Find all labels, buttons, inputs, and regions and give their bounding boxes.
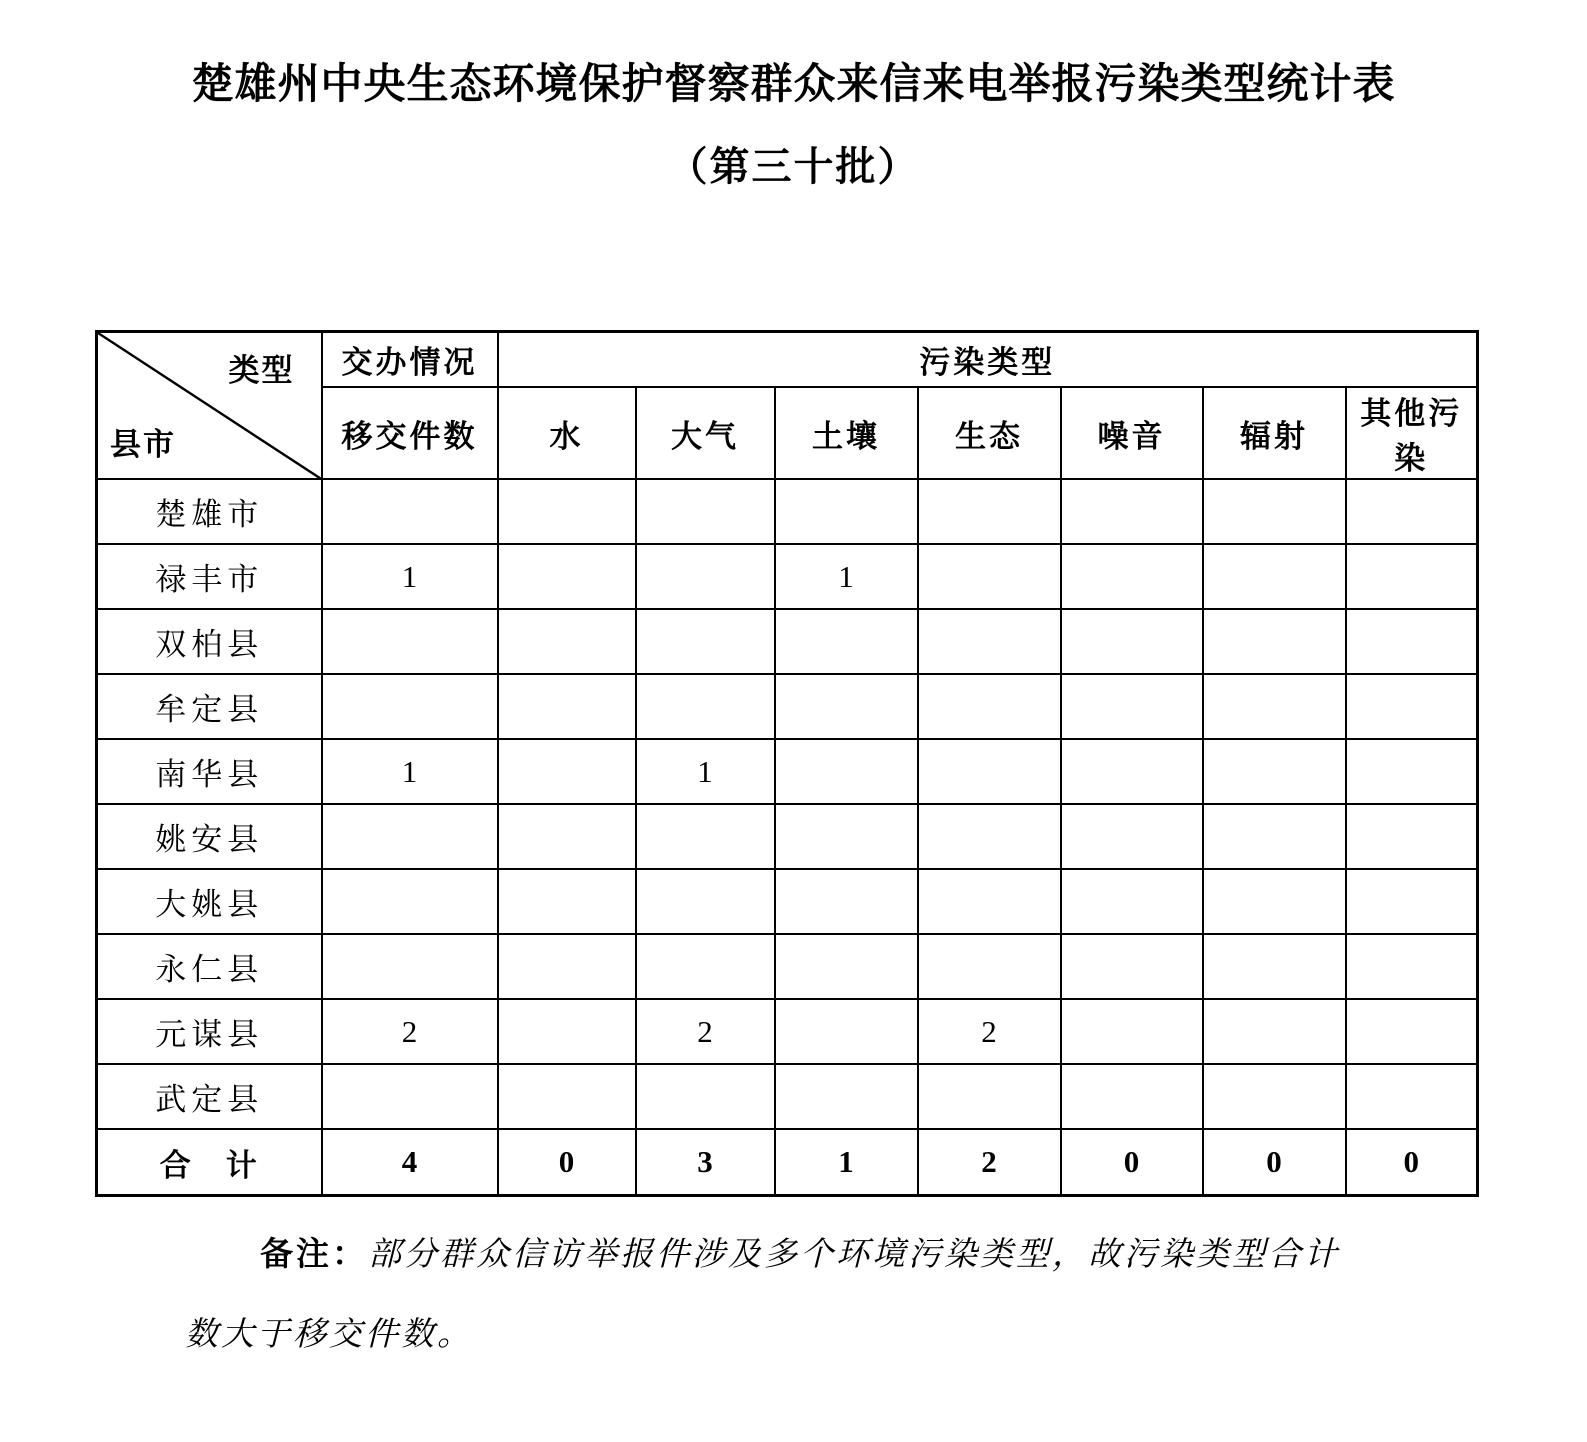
total-row — [97, 1129, 1478, 1195]
value-cell — [636, 804, 775, 869]
subheader-ecology: 生态 — [918, 387, 1061, 479]
value-cell — [1203, 739, 1346, 804]
value-cell — [775, 999, 918, 1064]
table-row — [97, 609, 1478, 674]
subheader-radiation: 辐射 — [1203, 387, 1346, 479]
value-cell — [498, 609, 636, 674]
county-cell: 大姚县 — [97, 869, 322, 934]
value-cell — [775, 1064, 918, 1129]
total-label-cell: 合 计 — [97, 1129, 322, 1195]
value-cell: 2 — [636, 999, 775, 1064]
value-cell — [498, 934, 636, 999]
value-cell — [918, 479, 1061, 544]
value-cell — [1203, 1064, 1346, 1129]
value-cell — [1203, 999, 1346, 1064]
value-cell — [1346, 1064, 1478, 1129]
value-cell — [1346, 739, 1478, 804]
value-cell — [498, 804, 636, 869]
county-cell: 楚雄市 — [97, 479, 322, 544]
value-cell — [498, 544, 636, 609]
value-cell — [775, 739, 918, 804]
value-cell — [636, 479, 775, 544]
value-cell — [322, 869, 498, 934]
total-value-cell: 1 — [775, 1129, 918, 1195]
subheader-water: 水 — [498, 387, 636, 479]
value-cell — [1061, 934, 1203, 999]
value-cell — [1346, 869, 1478, 934]
value-cell — [918, 674, 1061, 739]
subheader-soil: 土壤 — [775, 387, 918, 479]
value-cell — [636, 609, 775, 674]
value-cell — [775, 609, 918, 674]
value-cell — [322, 934, 498, 999]
value-cell: 1 — [636, 739, 775, 804]
value-cell — [498, 739, 636, 804]
county-cell: 武定县 — [97, 1064, 322, 1129]
value-cell — [322, 609, 498, 674]
value-cell — [1061, 739, 1203, 804]
value-cell — [1203, 934, 1346, 999]
value-cell — [1061, 869, 1203, 934]
value-cell — [322, 1064, 498, 1129]
table-row — [97, 674, 1478, 739]
table-row — [97, 999, 1478, 1064]
table-row — [97, 869, 1478, 934]
value-cell — [775, 869, 918, 934]
subheader-noise: 噪音 — [1061, 387, 1203, 479]
footnote-label: 备注： — [260, 1236, 368, 1273]
value-cell — [1061, 674, 1203, 739]
county-cell: 姚安县 — [97, 804, 322, 869]
value-cell — [322, 674, 498, 739]
header-row-groups — [97, 331, 1478, 387]
total-value-cell: 0 — [1061, 1129, 1203, 1195]
total-value-cell: 2 — [918, 1129, 1061, 1195]
value-cell: 1 — [322, 544, 498, 609]
value-cell — [1346, 544, 1478, 609]
county-cell: 南华县 — [97, 739, 322, 804]
value-cell — [1346, 609, 1478, 674]
value-cell — [498, 999, 636, 1064]
value-cell — [1061, 999, 1203, 1064]
subheader-other: 其他污染 — [1346, 387, 1478, 479]
value-cell — [1203, 869, 1346, 934]
value-cell — [1203, 674, 1346, 739]
value-cell — [1346, 674, 1478, 739]
value-cell — [1203, 804, 1346, 869]
value-cell — [636, 1064, 775, 1129]
value-cell — [918, 1064, 1061, 1129]
value-cell — [775, 934, 918, 999]
value-cell: 1 — [775, 544, 918, 609]
value-cell — [1346, 934, 1478, 999]
subheader-air: 大气 — [636, 387, 775, 479]
corner-cell — [97, 331, 322, 479]
pollution-group-header: 污染类型 — [498, 331, 1478, 387]
value-cell: 1 — [322, 739, 498, 804]
value-cell — [918, 869, 1061, 934]
handling-group-header: 交办情况 — [322, 331, 498, 387]
value-cell — [1061, 1064, 1203, 1129]
value-cell: 2 — [322, 999, 498, 1064]
table-row — [97, 1064, 1478, 1129]
table-row — [97, 934, 1478, 999]
value-cell — [1203, 544, 1346, 609]
county-cell: 牟定县 — [97, 674, 322, 739]
value-cell — [775, 674, 918, 739]
value-cell — [1346, 999, 1478, 1064]
value-cell — [498, 1064, 636, 1129]
value-cell — [498, 479, 636, 544]
subheader-transferred: 移交件数 — [322, 387, 498, 479]
value-cell — [918, 934, 1061, 999]
corner-type-label: 类型 — [228, 352, 295, 388]
value-cell — [918, 544, 1061, 609]
value-cell — [918, 609, 1061, 674]
value-cell — [636, 674, 775, 739]
value-cell — [1061, 609, 1203, 674]
value-cell — [636, 544, 775, 609]
total-value-cell: 0 — [1203, 1129, 1346, 1195]
total-value-cell: 3 — [636, 1129, 775, 1195]
value-cell — [498, 869, 636, 934]
county-cell: 元谋县 — [97, 999, 322, 1064]
county-cell: 永仁县 — [97, 934, 322, 999]
total-value-cell: 0 — [1346, 1129, 1478, 1195]
table-row — [97, 544, 1478, 609]
table-row — [97, 479, 1478, 544]
value-cell — [1346, 804, 1478, 869]
value-cell — [1203, 609, 1346, 674]
value-cell — [636, 869, 775, 934]
value-cell — [322, 804, 498, 869]
page-title: 楚雄州中央生态环境保护督察群众来信来电举报污染类型统计表 — [191, 62, 1396, 108]
table-row — [97, 804, 1478, 869]
county-cell: 禄丰市 — [97, 544, 322, 609]
value-cell — [775, 804, 918, 869]
total-value-cell: 0 — [498, 1129, 636, 1195]
corner-county-label: 县市 — [110, 427, 176, 463]
county-cell: 双柏县 — [97, 609, 322, 674]
value-cell — [1203, 479, 1346, 544]
value-cell — [1061, 479, 1203, 544]
value-cell — [1061, 544, 1203, 609]
value-cell — [775, 479, 918, 544]
table-row — [97, 739, 1478, 804]
value-cell — [322, 479, 498, 544]
total-value-cell: 4 — [322, 1129, 498, 1195]
value-cell — [918, 804, 1061, 869]
value-cell: 2 — [918, 999, 1061, 1064]
pollution-stats-table — [95, 330, 1479, 1197]
page-subtitle: （第三十批） — [667, 143, 920, 189]
value-cell — [498, 674, 636, 739]
value-cell — [918, 739, 1061, 804]
value-cell — [1346, 479, 1478, 544]
value-cell — [636, 934, 775, 999]
footnote — [185, 1215, 1365, 1375]
value-cell — [1061, 804, 1203, 869]
footnote-text: 部分群众信访举报件涉及多个环境污染类型，故污染类型合计数大于移交件数。 — [185, 1236, 1340, 1353]
